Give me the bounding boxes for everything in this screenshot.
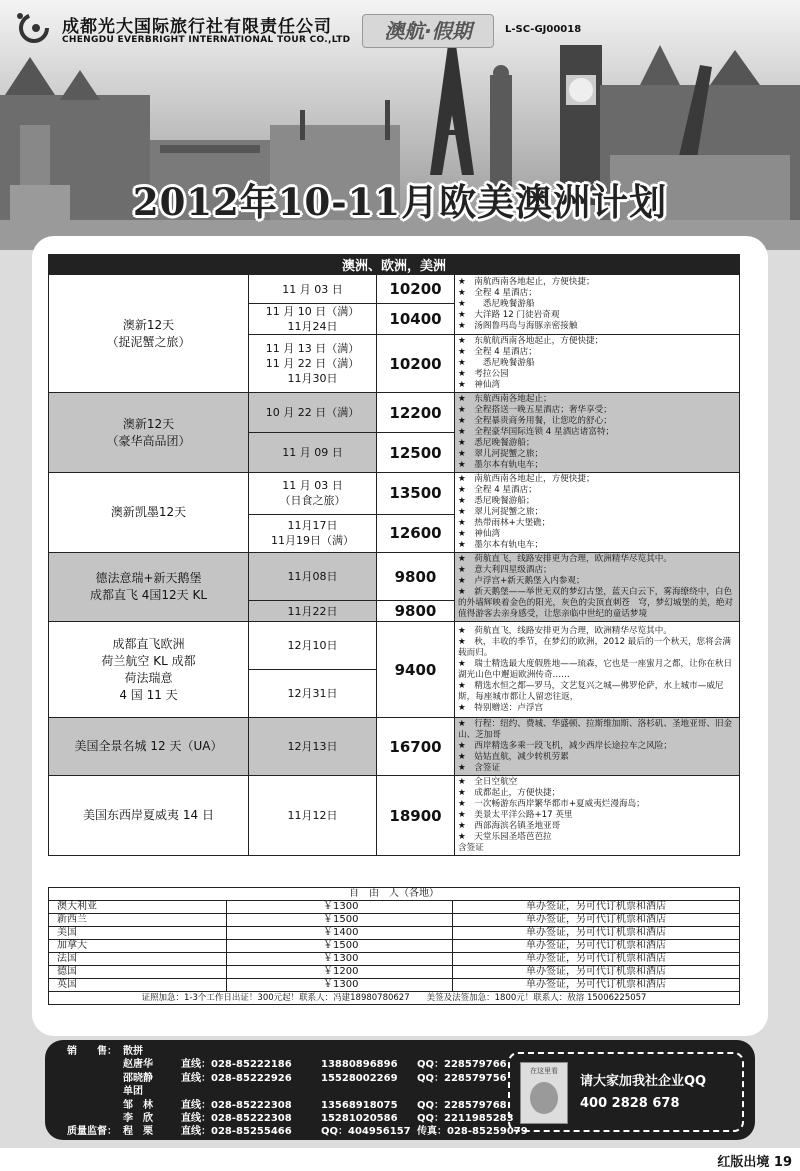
tour-description: ★ 南航西南各地起止，方便快捷； ★ 全程 4 星酒店； ★ 悉尼晚餐游船； ★ 翠儿河捉蟹之旅； ★ 热带雨林+大堡礁； ★ 神仙湾 ★ 墨尔本有轨电车； [455,473,740,553]
free-price: ￥1500 [227,914,453,927]
tour-price: 16700 [377,718,455,776]
page-number: 红版出境 19 [717,1155,792,1170]
tour-description: ★ 南航西南各地起止，方便快捷； ★ 全程 4 星酒店； ★ 悉尼晚餐游船 ★ 大洋路 12 门徒岩奇观 ★ 汤阁鲁玛岛与海豚亲密接触 [455,275,740,335]
tour-date: 11月22日 [249,601,377,622]
contact-qq: QQ：2211985283 [417,1113,514,1125]
tour-date: 11月12日 [249,776,377,856]
free-price: ￥1300 [227,953,453,966]
contact-mobile [321,1045,417,1058]
contact-phone: 直线：028-85222926 [181,1072,292,1084]
free-note: 单办签证，另可代订机票和酒店 [453,940,740,953]
contact-role [55,1058,117,1071]
tour-row [49,622,740,670]
contact-phone: 直线：028-85222308 [181,1113,292,1125]
itinerary-table [48,254,740,856]
tour-name: 澳新凯墨12天 [49,473,249,553]
contact-phone [181,1085,321,1098]
tour-price: 10200 [377,335,455,393]
contact-mobile: QQ：404956157 [321,1126,411,1138]
contact-row [55,1085,547,1098]
tour-date: 11 月 09 日 [249,433,377,473]
tour-date: 11月17日 11月19日（满） [249,514,377,552]
contact-row [55,1045,547,1058]
tour-date: 11月08日 [249,553,377,601]
contact-name: 邹 林 [123,1099,153,1111]
tour-description: ★ 全日空航空 ★ 成都起止，方便快捷； ★ 一次畅游东西岸繁华都市+夏威夷烂漫海岛； ★ 美景太平洋公路+17 英里 ★ 西部海滨名镇圣地亚哥 ★ 天堂乐园圣塔芭芭拉 含签证 [455,776,740,856]
free-note: 单办签证，另可代订机票和酒店 [453,901,740,914]
tour-name: 澳新12天 （豪华高品团） [49,393,249,473]
contact-name: 散拼 [123,1046,143,1057]
tour-price: 12200 [377,393,455,433]
contact-row [55,1125,547,1138]
tour-name: 美国全景名城 12 天（UA） [49,718,249,776]
tour-date: 12月10日 [249,622,377,670]
table-heading: 澳洲、欧洲，美洲 [49,255,740,275]
free-heading: 自 由 人（各地） [49,888,740,901]
contact-role [55,1099,117,1112]
tour-row [49,473,740,515]
contact-row [55,1099,547,1112]
tour-row [49,776,740,856]
tour-price: 13500 [377,473,455,515]
contact-qq: QQ：228579756 [417,1072,507,1084]
tour-date: 11 月 03 日 [249,275,377,304]
tour-price: 9400 [377,622,455,718]
tour-date: 12月13日 [249,718,377,776]
qq-photo [520,1062,568,1124]
free-row [49,966,740,979]
tour-description: ★ 荷航直飞，线路安排更为合理，欧洲精华尽览其中。 ★ 秋，丰收的季节，在梦幻的欧洲，2012 最后的一个秋天，您将会满载而归。 ★ 瑞士精选最大度假胜地——琉森，它也是一座蜜月之都，让你在秋日湖光山色中邂逅欧洲传奇…… ★ 精选水恒之都—罗马，文艺复兴之城—佛罗伦萨，水上城市—威尼斯，每座城市都让人留恋往返， ★ 特别赠送：卢浮宫 [455,622,740,718]
free-price: ￥1400 [227,927,453,940]
contact-qq: QQ：228579768 [417,1099,507,1111]
tour-price: 12600 [377,514,455,552]
tour-name: 德法意瑞+新天鹅堡 成都直飞 4国12天 KL [49,553,249,622]
free-row [49,979,740,992]
tour-price: 18900 [377,776,455,856]
tour-name: 美国东西岸夏威夷 14 日 [49,776,249,856]
tour-name: 成都直飞欧洲 荷兰航空 KL 成都 荷法瑞意 4 国 11 天 [49,622,249,718]
tour-description: ★ 行程：纽约、费城、华盛顿、拉斯维加斯、洛杉矶、圣地亚哥、旧金山、芝加哥 ★ 西岸精选多乘一段飞机，减少西岸长途拉车之风险； ★ 姑姑直航，减少转机劳累 ★ 含签证 [455,718,740,776]
free-row [49,927,740,940]
company-logo-icon [12,10,56,44]
contact-name: 赵唐华 [123,1059,153,1071]
contact-phone: 直线：028-85255466 [181,1126,292,1138]
tour-price: 9800 [377,553,455,601]
free-note: 单办签证，另可代订机票和酒店 [453,966,740,979]
contact-list [55,1045,547,1139]
free-country: 澳大利亚 [49,901,227,914]
tour-description: ★ 东航西南各地起止； ★ 全程搭送一晚五星酒店；奢华享受； ★ 全程暴贵商务用餐，让您吃的舒心； ★ 全程豪华国际连锁 4 星酒店诸富特； ★ 悉尼晚餐游船； ★ 翠儿河捉蟹之旅； ★ 墨尔本有轨电车； [455,393,740,473]
tour-date: 12月31日 [249,670,377,718]
tour-row [49,275,740,304]
contact-role [55,1072,117,1085]
contact-phone [181,1045,321,1058]
qq-photo-caption: 在这里看 [530,1067,558,1075]
free-row [49,901,740,914]
free-row [49,914,740,927]
free-price: ￥1200 [227,966,453,979]
contact-mobile: 13568918075 [321,1099,398,1111]
free-price: ￥1300 [227,901,453,914]
tour-row [49,393,740,433]
contact-role [55,1085,117,1098]
contact-phone: 直线：028-85222186 [181,1059,292,1071]
company-name-cn: 成都光大国际旅行社有限责任公司 [62,17,332,37]
contact-name: 程 栗 [123,1126,153,1138]
tour-date: 10 月 22 日（满） [249,393,377,433]
free-note: 单办签证，另可代订机票和酒店 [453,979,740,992]
contact-role: 质量监督： [67,1126,117,1138]
tour-description: ★ 荷航直飞，线路安排更为合理，欧洲精华尽览其中。 ★ 意大利四星级酒店； ★ 卢浮宫+新天鹅堡入内参观； ★ 新天鹅堡——举世无双的梦幻古堡，蓝天白云下，雾海缭绕中，白色的外墙辉映着金色的阳光，灰色的尖顶直刺苍 穹，梦幻城堡的美，绝对值得游客去亲身感受，让您亲临中世纪的童话梦境 [455,553,740,622]
visa-rush-note: 证照加急：1-3个工作日出证！300元起！联系人：冯建18980780627 美签及法签加急：1800元！联系人：敖溶 15006225057 [49,992,740,1005]
contact-role [55,1112,117,1125]
page-footer [0,1148,800,1171]
free-country: 美国 [49,927,227,940]
free-row [49,953,740,966]
tour-date: 11 月 10 日（满） 11月24日 [249,304,377,335]
contact-footer [45,1040,755,1140]
license-number: L-SC-GJ00018 [505,24,582,35]
free-country: 加拿大 [49,940,227,953]
contact-row [55,1072,547,1085]
free-country: 德国 [49,966,227,979]
contact-mobile: 15281020586 [321,1113,398,1125]
free-note: 单办签证，另可代订机票和酒店 [453,914,740,927]
contact-row [55,1112,547,1125]
tour-price: 9800 [377,601,455,622]
tour-price: 10400 [377,304,455,335]
tour-price: 12500 [377,433,455,473]
face-icon [530,1082,558,1114]
page-title: 2012年10-11月欧美澳洲计划 [132,180,668,224]
tour-row [49,553,740,601]
free-row [49,940,740,953]
contact-mobile: 15528002269 [321,1072,398,1084]
free-traveler-table [48,887,740,1005]
free-price: ￥1300 [227,979,453,992]
brand-logo: 澳航·假期 [362,14,494,48]
free-country: 新西兰 [49,914,227,927]
header-banner [0,0,800,250]
contact-mobile [321,1085,417,1098]
free-country: 法国 [49,953,227,966]
contact-name: 邵晓静 [123,1072,153,1084]
contact-qq: 传真：028-85259079 [417,1126,528,1138]
free-note: 单办签证，另可代订机票和酒店 [453,927,740,940]
tour-price: 10200 [377,275,455,304]
qq-promo-box [508,1052,744,1132]
contact-name: 李 欣 [123,1113,153,1125]
contact-name: 单团 [123,1086,143,1098]
qq-invite-text: 请大家加我社企业QQ [580,1074,707,1089]
tour-description: ★ 东航航西南各地起止，方便快捷； ★ 全程 4 星酒店； ★ 悉尼晚餐游船 ★ 考拉公园 ★ 神仙湾 [455,335,740,393]
tour-date: 11 月 13 日（满） 11 月 22 日（满） 11月30日 [249,335,377,393]
contact-row [55,1058,547,1071]
tour-row [49,718,740,776]
contact-qq: QQ：228579766 [417,1059,507,1071]
contact-role: 销 售： [67,1046,117,1057]
tour-date: 11 月 03 日 （日食之旅） [249,473,377,515]
free-note: 单办签证，另可代订机票和酒店 [453,953,740,966]
contact-phone: 直线：028-85222308 [181,1099,292,1111]
free-price: ￥1500 [227,940,453,953]
contact-mobile: 13880896896 [321,1059,398,1071]
qq-number: 400 2828 678 [580,1096,680,1111]
company-name-en: CHENGDU EVERBRIGHT INTERNATIONAL TOUR CO.,LTD [62,35,351,45]
tour-name: 澳新12天 （捉泥蟹之旅） [49,275,249,393]
free-country: 英国 [49,979,227,992]
